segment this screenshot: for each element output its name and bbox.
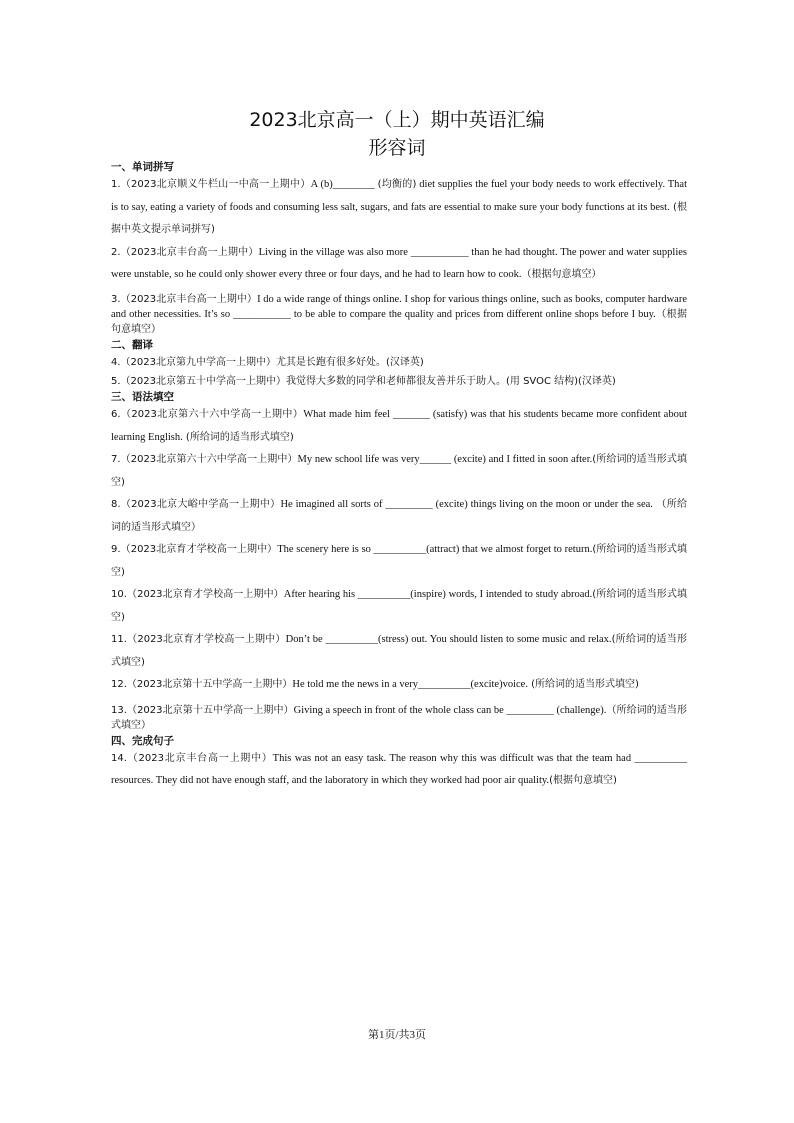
question-text: 我觉得大多数的同学和老师都很友善并乐于助人。(用 SVOC 结构)(汉译英): [286, 376, 616, 387]
question-hint: (均衡的): [377, 179, 417, 190]
section-heading-spelling: 一、单词拼写: [111, 161, 174, 173]
question-instruction: (所给词的适当形式填空): [111, 589, 687, 623]
question-instruction: (根据句意填空): [549, 775, 617, 786]
question-1: [111, 174, 687, 242]
question-text: This was not an easy task. The reason why this was difficult was that the team had __________ resources. They did not have enough staff, and the laboratory in which they worked had poor air quality.: [111, 752, 687, 786]
question-10: [111, 584, 687, 629]
page-number: 第1页/共3页: [367, 1029, 427, 1041]
question-text: What made him feel _______ (satisfy) was that his students became more confident about learning English.: [111, 409, 688, 443]
question-instruction: (所给词的适当形式填空): [111, 454, 687, 488]
question-text: Don’t be __________(stress) out. You should listen to some music and relax.: [285, 634, 612, 645]
question-instruction: (所给词的适当形式填空): [527, 679, 639, 690]
question-14: [111, 748, 687, 793]
question-7: [111, 449, 687, 494]
question-source: 8.（2023北京大峪中学高一上期中）: [111, 499, 281, 510]
question-instruction: (所给词的适当形式填空): [111, 544, 687, 578]
document-title: 2023北京高一（上）期中英语汇编: [249, 109, 545, 131]
question-source: 5.（2023北京第五十中学高一上期中）: [111, 376, 286, 387]
question-text: Giving a speech in front of the whole class can be _________ (challenge).: [293, 704, 607, 716]
section-heading-grammar: 三、语法填空: [111, 391, 174, 403]
question-source: 3.（2023北京丰台高一上期中）: [111, 293, 258, 305]
question-source: 9.（2023北京育才学校高一上期中）: [111, 544, 278, 555]
question-6: [111, 404, 687, 449]
question-source: 12.（2023北京第十五中学高一上期中）: [111, 679, 293, 690]
question-9: [111, 539, 687, 584]
question-text: Living in the village was also more ___________ than he had thought. The power and water supplies were unstable, so he could only shower every three or four days, and he had to learn how to cook.: [111, 246, 687, 280]
question-5: [111, 374, 687, 389]
question-text: 尤其是长跑有很多好处。(汉译英): [276, 356, 424, 368]
question-source: 10.（2023北京育才学校高一上期中）: [111, 589, 284, 600]
question-source: 6.（2023北京第六十六中学高一上期中）: [111, 409, 304, 420]
question-source: 13.（2023北京第十五中学高一上期中）: [111, 704, 294, 716]
question-instruction: （根据句意填空）: [111, 308, 687, 335]
question-instruction: (所给词的适当形式填空): [111, 634, 687, 668]
question-instruction: （根据句意填空）: [521, 269, 602, 280]
section-heading-translation: 二、翻译: [111, 338, 153, 351]
question-2: [111, 242, 687, 287]
question-text: He told me the news in a very__________(excite)voice.: [292, 679, 528, 690]
document-subtitle: 形容词: [368, 137, 426, 159]
question-instruction: （所给词的适当形式填空）: [111, 499, 687, 533]
question-13: [111, 703, 687, 733]
question-source: 7.（2023北京第六十六中学高一上期中）: [111, 454, 298, 465]
question-source: 2.（2023北京丰台高一上期中）: [111, 246, 259, 258]
question-12: [111, 674, 687, 697]
question-source: 14.（2023北京丰台高一上期中）: [111, 752, 273, 764]
question-text: My new school life was very______ (excite) and I fitted in soon after.: [297, 454, 593, 465]
question-instruction: （所给词的适当形式填空）: [111, 704, 688, 731]
question-text: He imagined all sorts of _________ (excite) things living on the moon or under the sea.: [280, 499, 653, 510]
question-source: 4.（2023北京第九中学高一上期中）: [111, 356, 276, 368]
question-8: [111, 494, 687, 539]
question-source: 1.（2023北京顺义牛栏山一中高一上期中）: [111, 179, 311, 190]
question-11: [111, 629, 687, 674]
question-text: diet supplies the fuel your body needs to work effectively. That is to say, eating a variety of foods and consuming less salt, sugars, and fats are essential to make sure your body functions at its best.: [111, 179, 688, 213]
question-source: 11.（2023北京育才学校高一上期中）: [111, 634, 286, 645]
question-4: [111, 352, 687, 375]
question-list: [111, 160, 687, 793]
question-3: [111, 292, 687, 337]
question-instruction: (所给词的适当形式填空): [182, 431, 294, 443]
question-text: I do a wide range of things online. I shop for various things online, such as books, computer hardware and other necessities. It’s so ___________ to be able to compare the quality and prices from different online shops before I buy.: [111, 293, 687, 320]
question-text: A (b)________: [310, 179, 378, 190]
question-text: After hearing his __________(inspire) words, I intended to study abroad.: [283, 589, 593, 600]
section-heading-completion: 四、完成句子: [111, 734, 174, 747]
question-instruction: (根据中英文提示单词拼写): [111, 201, 687, 235]
question-text: The scenery here is so __________(attract) that we almost forget to return.: [277, 544, 593, 555]
